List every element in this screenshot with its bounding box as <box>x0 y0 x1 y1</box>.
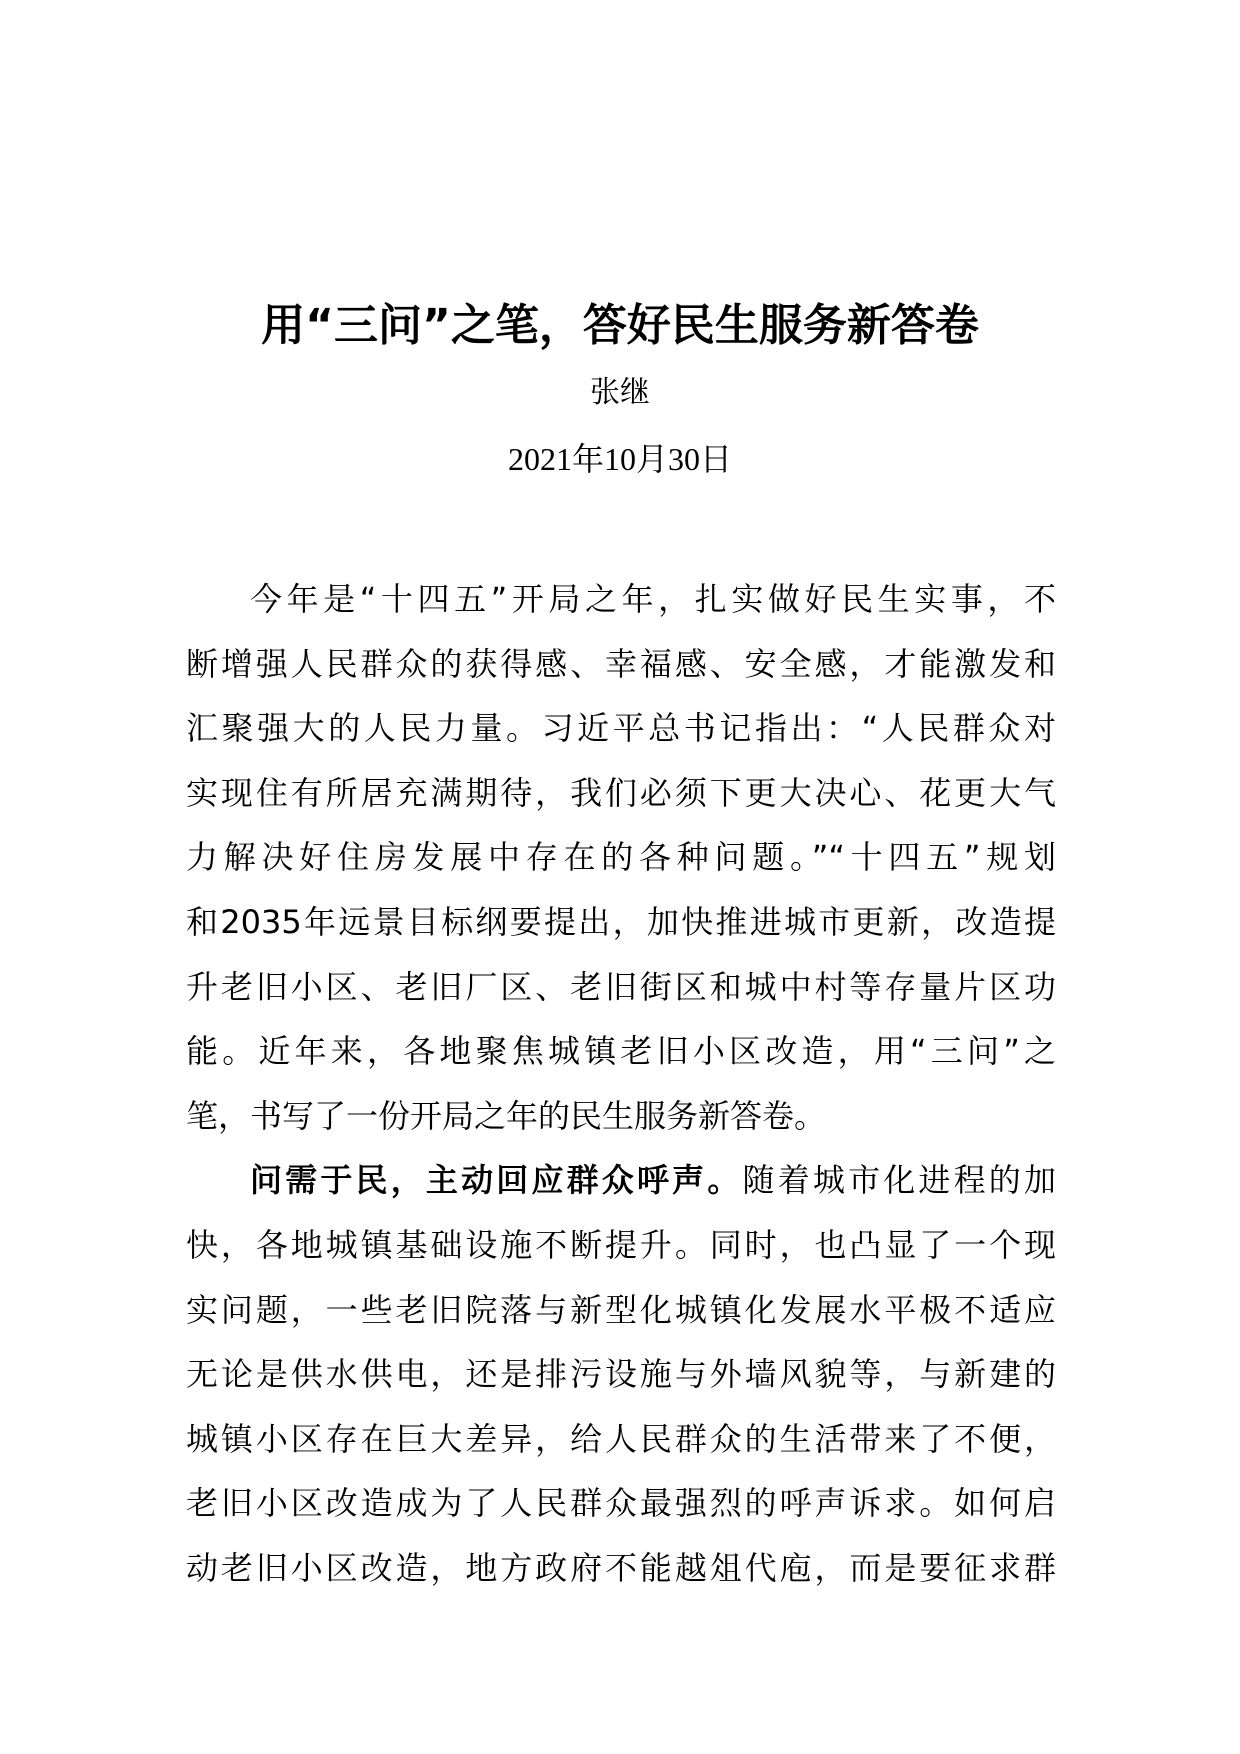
paragraph-line <box>186 1148 1056 1213</box>
paragraph-line: 笔，书写了一份开局之年的民生服务新答卷。 <box>186 1096 827 1135</box>
paragraph-line: 今年是“十四五”开局之年，扎实做好民生实事，不 <box>250 580 1056 618</box>
paragraph-line: 动老旧小区改造，地方政府不能越俎代庖，而是要征求群 <box>186 1548 1056 1587</box>
paragraph-text: 随着城市化进程的加 <box>742 1161 1056 1200</box>
paragraph-line: 无论是供水供电，还是排污设施与外墙风貌等，与新建的 <box>186 1355 1056 1394</box>
paragraph-line: 老旧小区改造成为了人民群众最强烈的呼声诉求。如何启 <box>186 1484 1056 1523</box>
article-date: 2021年10月30日 <box>507 441 732 477</box>
article-body <box>186 567 1056 1601</box>
section-heading: 问需于民，主动回应群众呼声。 <box>250 1161 743 1200</box>
article-author: 张继 <box>590 375 650 410</box>
paragraph-ask-people <box>186 1148 1056 1600</box>
paragraph-line: 能。近年来，各地聚焦城镇老旧小区改造，用“三问”之 <box>186 1032 1056 1071</box>
paragraph-line: 力解决好住房发展中存在的各种问题。”“十四五”规划 <box>186 838 1056 877</box>
paragraph-line: 实现住有所居充满期待，我们必须下更大决心、花更大气 <box>186 773 1056 812</box>
paragraph-line: 汇聚强大的人民力量。习近平总书记指出：“人民群众对 <box>186 709 1056 748</box>
article-title: 用“三问”之笔，答好民生服务新答卷 <box>261 300 979 351</box>
paragraph-line: 实问题，一些老旧院落与新型化城镇化发展水平极不适应 <box>186 1290 1056 1329</box>
paragraph-line: 升老旧小区、老旧厂区、老旧街区和城中村等存量片区功 <box>186 967 1056 1006</box>
paragraph-line: 和2035年远景目标纲要提出，加快推进城市更新，改造提 <box>186 902 1056 941</box>
paragraph-line: 快，各地城镇基础设施不断提升。同时，也凸显了一个现 <box>186 1225 1056 1264</box>
paragraph-line: 断增强人民群众的获得感、幸福感、安全感，才能激发和 <box>186 644 1056 683</box>
paragraph-line: 城镇小区存在巨大差异，给人民群众的生活带来了不便， <box>186 1419 1056 1458</box>
paragraph-intro <box>186 567 1056 1148</box>
